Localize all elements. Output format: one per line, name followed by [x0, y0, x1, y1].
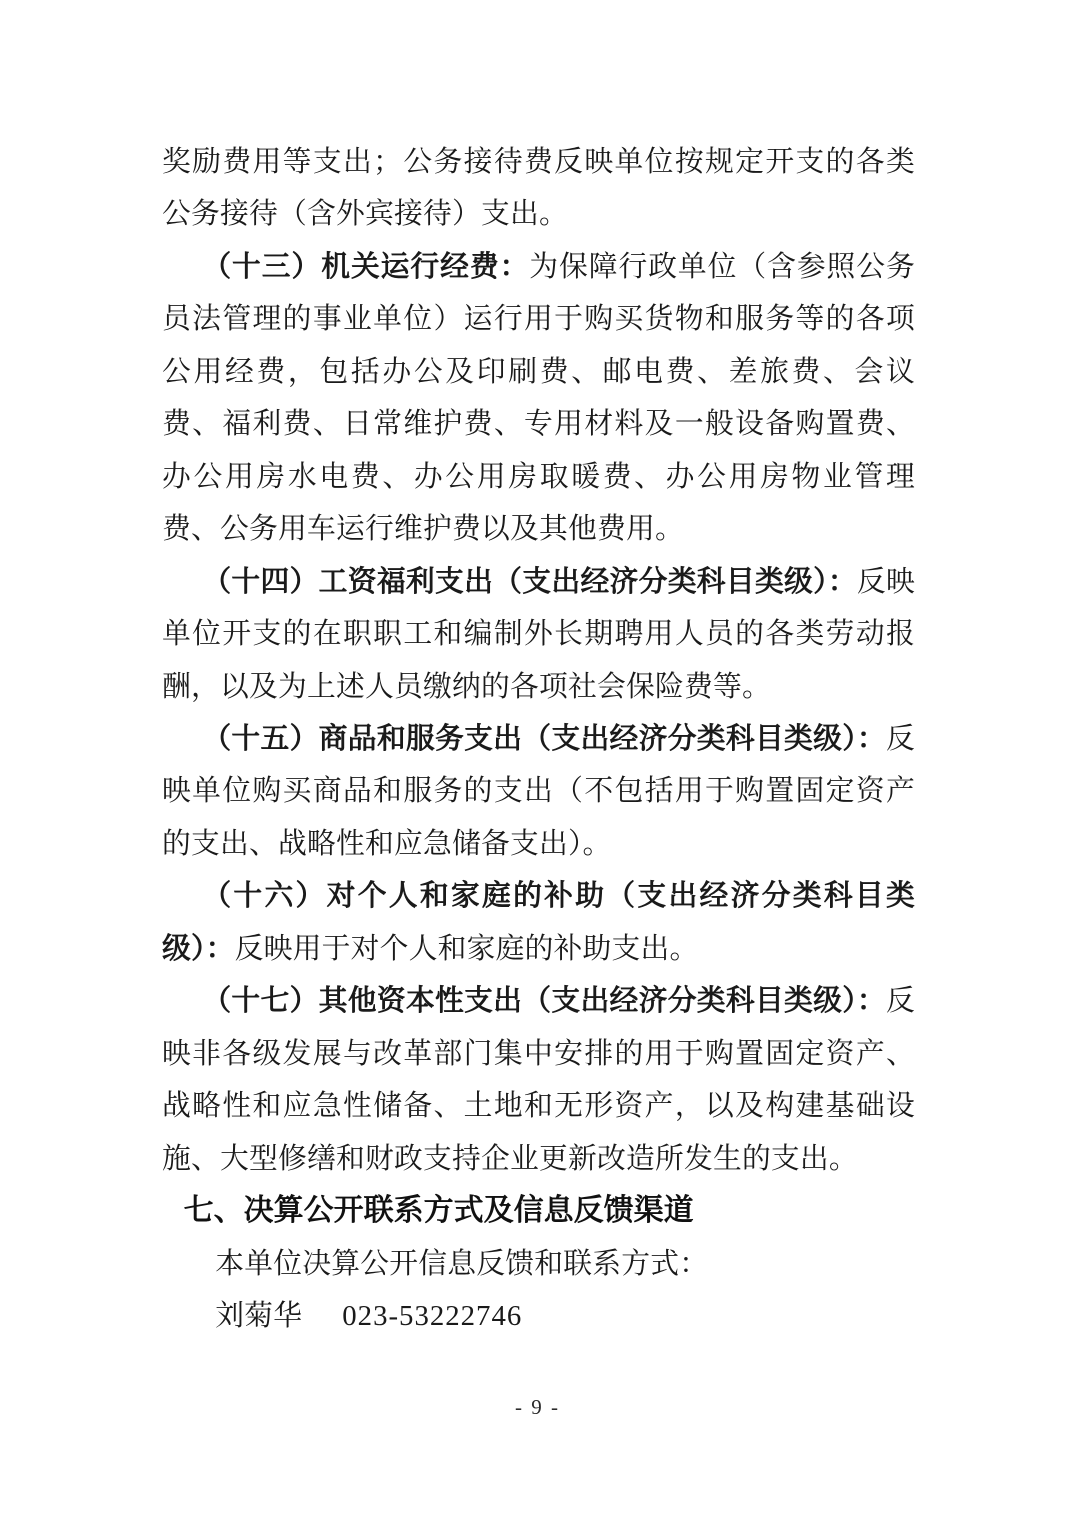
paragraph-text: 反映单位开支的在职职工和编制外长期聘用人员的各类劳动报酬，以及为上述人员缴纳的各项社会保险费等。 [162, 565, 916, 703]
paragraph-item-14 [162, 556, 915, 713]
paragraph-text: 反映单位购买商品和服务的支出（不包括用于购置固定资产的支出、战略性和应急储备支出）。 [162, 722, 915, 860]
section-heading-seven: 七、决算公开联系方式及信息反馈渠道 [183, 1194, 694, 1228]
paragraph-text: 反映用于对个人和家庭的补助支出。 [234, 932, 699, 965]
paragraph-text: 奖励费用等支出；公务接待费反映单位按规定开支的各类公务接待（含外宾接待）支出。 [162, 146, 915, 231]
page-footer [0, 1392, 1075, 1422]
paragraph-lead: （十四）工资福利支出（支出经济分类科目类级）： [202, 565, 857, 598]
document-body [162, 136, 915, 1342]
contact-phone: 023-53222746 [342, 1299, 523, 1332]
paragraph-lead: （十三）机关运行经费： [202, 250, 530, 283]
paragraph-lead: （十六）对个人和家庭的补助（支出经济分类科目类级）： [162, 880, 915, 965]
contact-line [162, 1290, 915, 1342]
paragraph-lead: （十七）其他资本性支出（支出经济分类科目类级）： [202, 985, 886, 1018]
paragraph-item-13 [162, 241, 915, 556]
paragraph-lead: （十五）商品和服务支出（支出经济分类科目类级）： [202, 722, 886, 755]
paragraph-text: 为保障行政单位（含参照公务员法管理的事业单位）运行用于购买货物和服务等的各项公用经费，包括办公及印刷费、邮电费、差旅费、会议费、福利费、日常维护费、专用材料及一般设备购置费、办公用房水电费、办公用房取暖费、办公用房物业管理费、公务用车运行维护费以及其他费用。 [162, 250, 915, 546]
paragraph-item-17 [162, 975, 915, 1185]
paragraph-item-16 [162, 870, 915, 975]
page-number: - 9 - [515, 1395, 560, 1419]
paragraph-text: 反映非各级发展与改革部门集中安排的用于购置固定资产、战略性和应急性储备、土地和无形资产，以及构建基础设施、大型修缮和财政支持企业更新改造所发生的支出。 [162, 985, 915, 1175]
paragraph-continuation [162, 136, 915, 241]
paragraph-item-15 [162, 713, 915, 870]
contact-name: 刘菊华 [215, 1299, 303, 1332]
contact-intro: 本单位决算公开信息反馈和联系方式： [215, 1247, 709, 1280]
